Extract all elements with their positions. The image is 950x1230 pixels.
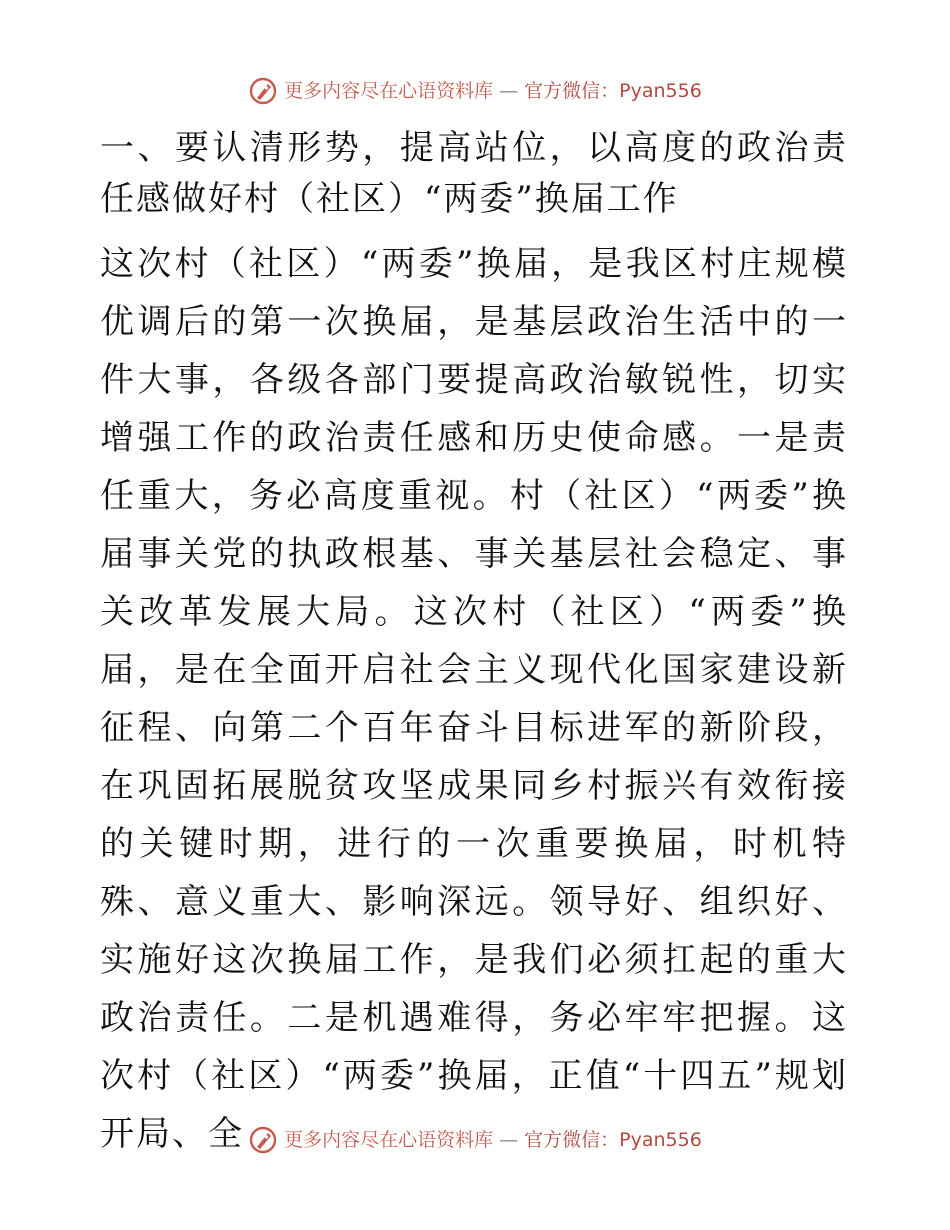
- watermark-separator: —: [499, 1129, 519, 1151]
- header-watermark: [0, 76, 950, 106]
- footer-watermark: [0, 1125, 950, 1155]
- section-heading: 一、要认清形势，提高站位，以高度的政治责任感做好村（社区）“两委”换届工作: [100, 128, 848, 219]
- pen-nib-logo-icon: [248, 1125, 278, 1155]
- pen-nib-logo-icon: [248, 76, 278, 106]
- watermark-separator: —: [499, 80, 519, 102]
- watermark-text: 更多内容尽在心语资料库: [284, 1129, 494, 1151]
- document-body: [100, 123, 848, 1163]
- body-paragraph: 这次村（社区）“两委”换届，是我区村庄规模优调后的第一次换届，是基层政治生活中的一件大事，各级各部门要提高政治敏锐性，切实增强工作的政治责任感和历史使命感。一是责任重大，务必高度重视。村（社区）“两委”换届事关党的执政根基、事关基层社会稳定、事关改革发展大局。这次村（社区）“两委”换届，是在全面开启社会主义现代化国家建设新征程、向第二个百年奋斗目标进军的新阶段，在巩固拓展脱贫攻坚成果同乡村振兴有效衔接的关键时期，进行的一次重要换届，时机特殊、意义重大、影响深远。领导好、组织好、实施好这次换届工作，是我们必须扛起的重大政治责任。二是机遇难得，务必牢牢把握。这次村（社区）“两委”换届，正值“十四五”规划开局、全: [100, 244, 848, 1154]
- watermark-wechat: 官方微信：Pyan556: [524, 1129, 702, 1151]
- watermark-text: 更多内容尽在心语资料库: [284, 80, 494, 102]
- watermark-wechat: 官方微信：Pyan556: [524, 80, 702, 102]
